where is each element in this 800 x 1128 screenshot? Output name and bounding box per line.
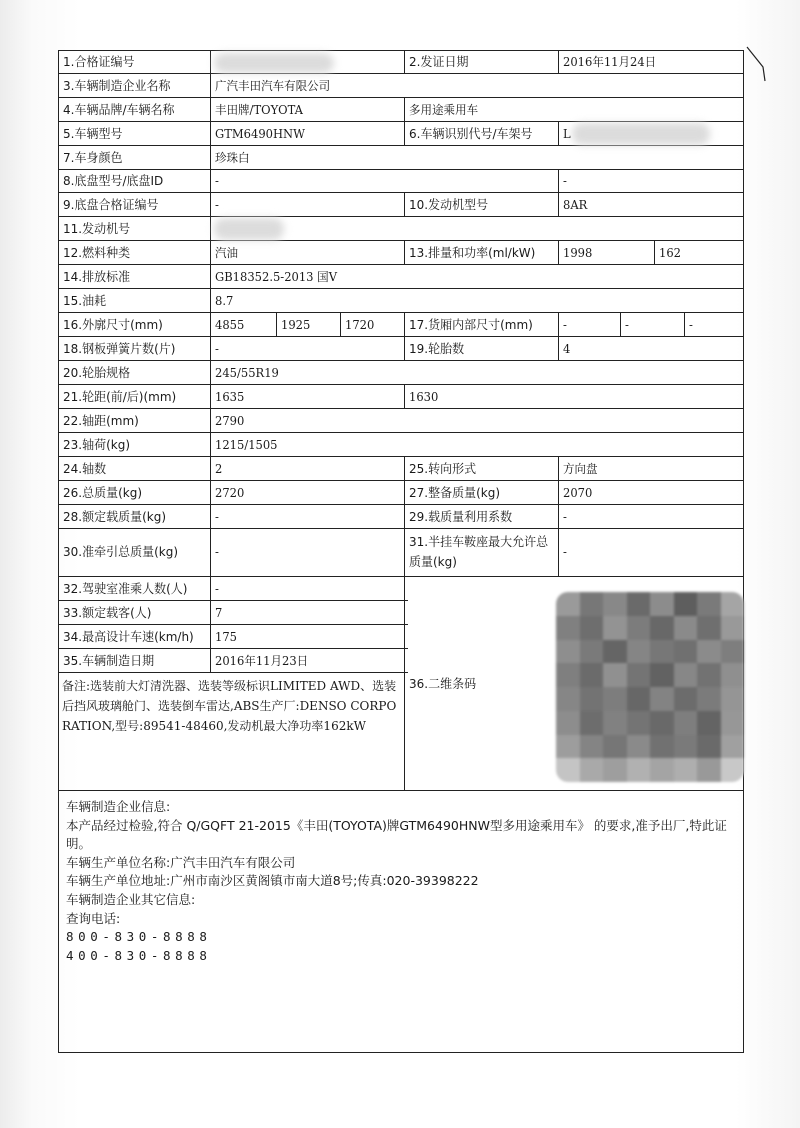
label-issue-date: 2.发证日期 [409,54,469,69]
column-divider [210,50,211,672]
value-load-utilization: - [563,510,567,524]
label-manufacturer: 3.车辆制造企业名称 [63,78,171,93]
label-curb-mass: 27.整备质量(kg) [409,485,501,500]
column-divider [404,240,405,264]
label-wheelbase: 22.轴距(mm) [63,413,139,428]
label-fuel-consumption: 15.油耗 [63,293,107,308]
remark-text: 备注:选装前大灯清洗器、选装等级标识LIMITED AWD、选装后挡风玻璃舱门、选装倒车雷达,ABS生产厂:DENSO CORPORATION,型号:89541-48460,发动机最大净功率162kW [62,679,397,733]
label-load-utilization: 29.载质量利用系数 [409,509,513,524]
label-axle-load: 23.轴荷(kg) [63,437,131,452]
value-rear-track: 1630 [409,390,439,404]
info-query: 查询电话: [66,910,121,926]
label-leaf-springs: 18.钢板弹簧片数(片) [63,341,176,356]
row-divider [58,504,744,505]
row-divider [58,600,408,601]
value-brand-name: 丰田牌/TOYOTA [215,103,304,117]
value-engine-model: 8AR [563,198,588,212]
column-divider [558,240,559,264]
row-divider [58,672,408,673]
redacted-vin [572,123,710,145]
row-divider [58,192,744,193]
value-power: 162 [659,246,681,260]
value-cargo-height: - [689,318,693,332]
info-other: 车辆制造企业其它信息: [66,891,196,907]
label-axle-count: 24.轴数 [63,461,107,476]
row-divider [58,97,744,98]
row-divider [58,648,408,649]
row-divider [58,312,744,313]
value-chassis-id: - [563,174,567,188]
value-chassis-model: - [215,174,219,188]
value-displacement: 1998 [563,246,593,260]
row-divider [58,790,744,791]
row-divider [58,480,744,481]
column-divider [404,50,405,74]
info-heading: 车辆制造企业信息: [66,799,171,814]
label-model: 5.车辆型号 [63,126,123,141]
value-axle-count: 2 [215,462,223,476]
row-divider [58,456,744,457]
value-curb-mass: 2070 [563,486,593,500]
row-divider [58,73,744,74]
redacted-engine-number [214,218,284,240]
row-divider [58,240,744,241]
value-tire-count: 4 [563,342,571,356]
column-divider [404,576,405,790]
column-divider [558,50,559,74]
row-divider [58,360,744,361]
column-divider [404,456,405,528]
label-engine-number: 11.发动机号 [63,221,131,236]
label-tire-count: 19.轮胎数 [409,341,465,356]
row-divider [58,384,744,385]
value-front-track: 1635 [215,390,245,404]
info-producer: 车辆生产单位名称:广汽丰田汽车有限公司 [66,854,296,870]
label-towing-mass: 30.准牵引总质量(kg) [63,544,179,559]
label-semitrailer-mass: 31.半挂车鞍座最大允许总质量(kg) [409,534,549,569]
label-track-width: 21.轮距(前/后)(mm) [63,389,177,404]
column-divider [404,121,405,145]
value-issue-date: 2016年11月24日 [563,55,657,69]
row-divider [58,528,744,529]
value-vehicle-category: 多用途乘用车 [409,103,479,117]
label-rated-load: 28.额定载质量(kg) [63,509,167,524]
label-cert-number: 1.合格证编号 [63,54,135,69]
column-divider [558,121,559,145]
value-vin: L [563,127,571,141]
value-axle-load: 1215/1505 [215,438,278,452]
row-divider [58,408,744,409]
column-divider [558,456,559,576]
label-gross-mass: 26.总质量(kg) [63,485,143,500]
label-manufacture-date: 35.车辆制造日期 [63,653,155,668]
column-divider [404,192,405,216]
label-chassis-cert: 9.底盘合格证编号 [63,197,159,212]
label-tire-spec: 20.轮胎规格 [63,365,131,380]
label-brand-name: 4.车辆品牌/车辆名称 [63,102,175,117]
label-fuel-type: 12.燃料种类 [63,245,131,260]
value-steering: 方向盘 [563,462,598,476]
row-divider [58,432,744,433]
value-cab-capacity: - [215,582,219,596]
redacted-certificate-number [214,53,334,73]
label-cargo-dimensions: 17.货厢内部尺寸(mm) [409,317,533,332]
column-divider [276,312,277,336]
label-emission-standard: 14.排放标准 [63,269,131,284]
value-length: 4855 [215,318,245,332]
label-steering: 25.转向形式 [409,461,477,476]
label-engine-model: 10.发动机型号 [409,197,489,212]
row-divider [58,576,744,577]
label-passenger-capacity: 33.额定载客(人) [63,605,152,620]
qr-code-blurred [556,592,744,782]
label-vin: 6.车辆识别代号/车架号 [409,126,533,141]
info-statement: 本产品经过检验,符合 Q/GQFT 21-2015《丰田(TOYOTA)牌GTM6490HNW型多用途乘用车》 的要求,准予出厂,特此证明。 [66,817,727,852]
value-wheelbase: 2790 [215,414,245,428]
column-divider [558,312,559,360]
label-chassis-model: 8.底盘型号/底盘ID [63,173,164,188]
row-divider [58,216,744,217]
column-divider [404,97,405,121]
info-address: 车辆生产单位地址:广州市南沙区黄阁镇市南大道8号;传真:020-39398222 [66,873,479,889]
value-cargo-length: - [563,318,567,332]
row-divider [58,264,744,265]
label-cab-capacity: 32.驾驶室准乘人数(人) [63,581,188,596]
value-tire-spec: 245/55R19 [215,366,279,380]
column-divider [558,169,559,216]
value-cargo-width: - [625,318,629,332]
row-divider [58,145,744,146]
value-chassis-cert: - [215,198,219,212]
value-height: 1720 [345,318,375,332]
row-divider [58,121,744,122]
value-max-speed: 175 [215,630,237,644]
value-emission-standard: GB18352.5-2013 国V [215,270,338,284]
column-divider [340,312,341,336]
label-displacement-power: 13.排量和功率(ml/kW) [409,245,536,260]
value-width: 1925 [281,318,311,332]
row-divider [58,288,744,289]
label-overall-dimensions: 16.外廓尺寸(mm) [63,317,163,332]
value-passenger-capacity: 7 [215,606,223,620]
column-divider [654,240,655,264]
info-phone-1: 800-830-8888 [66,929,212,945]
value-fuel-consumption: 8.7 [215,294,234,308]
column-divider [404,384,405,408]
value-rated-load: - [215,510,219,524]
page-corner-mark [745,45,800,85]
value-manufacture-date: 2016年11月23日 [215,654,309,668]
value-manufacturer: 广汽丰田汽车有限公司 [215,79,331,93]
value-semitrailer-mass: - [563,545,567,559]
value-towing-mass: - [215,545,219,559]
manufacturer-info [66,798,742,965]
column-divider [620,312,621,336]
label-qr-code: 36.二维条码 [409,676,477,691]
value-gross-mass: 2720 [215,486,245,500]
label-body-color: 7.车身颜色 [63,150,123,165]
column-divider [404,528,405,576]
row-divider [58,336,744,337]
row-divider [58,169,744,170]
label-max-speed: 34.最高设计车速(km/h) [63,629,194,644]
value-fuel-type: 汽油 [215,246,239,260]
column-divider [404,312,405,360]
value-body-color: 珍珠白 [215,151,250,165]
value-model: GTM6490HNW [215,127,305,141]
value-leaf-springs: - [215,342,219,356]
info-phone-2: 400-830-8888 [66,947,212,963]
column-divider [684,312,685,336]
row-divider [58,624,408,625]
